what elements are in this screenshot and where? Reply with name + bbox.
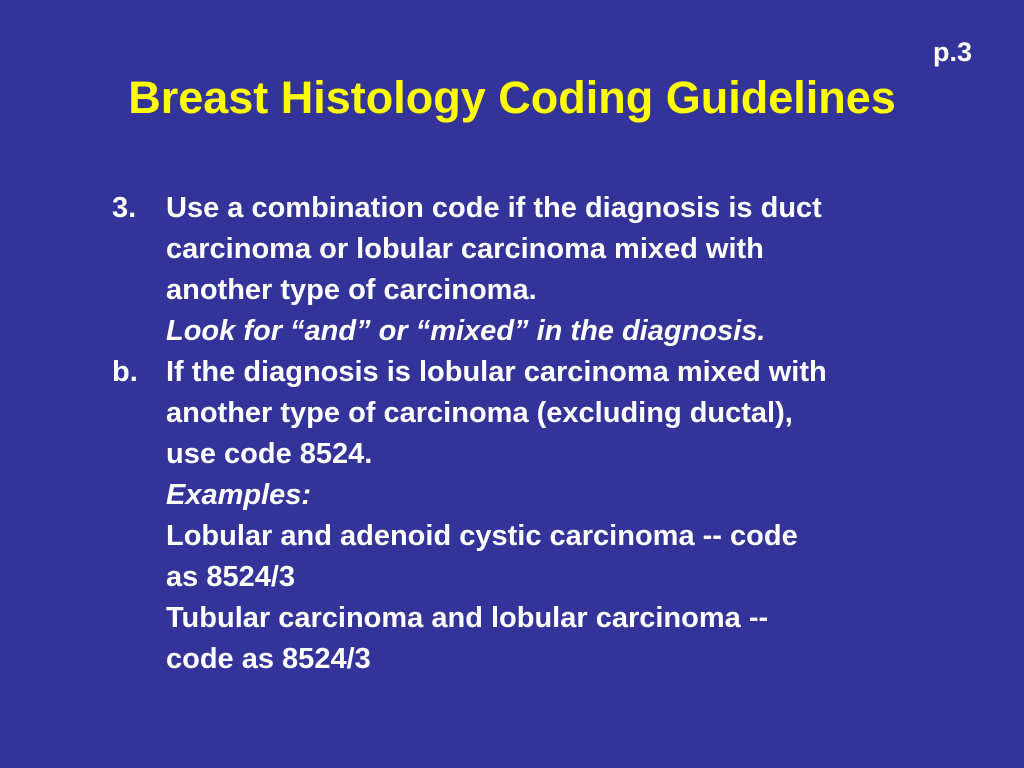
- text-line: carcinoma or lobular carcinoma mixed with: [166, 233, 764, 265]
- example-line: Lobular and adenoid cystic carcinoma -- code: [166, 520, 798, 552]
- list-marker: 3.: [112, 192, 137, 224]
- list-item-body: [166, 352, 962, 680]
- list-item-3: [112, 188, 962, 352]
- text-line: another type of carcinoma (excluding ductal),: [166, 397, 793, 429]
- list-item-body: [166, 188, 962, 352]
- hint-line: Look for “and” or “mixed” in the diagnosis.: [166, 315, 766, 347]
- text-line: Use a combination code if the diagnosis is duct: [166, 192, 822, 224]
- text-line: another type of carcinoma.: [166, 274, 537, 306]
- examples-label: Examples:: [166, 479, 312, 511]
- text-line: If the diagnosis is lobular carcinoma mixed with: [166, 356, 827, 388]
- list-marker: b.: [112, 356, 138, 388]
- page-number: p.3: [932, 37, 972, 67]
- example-line: Tubular carcinoma and lobular carcinoma --: [166, 602, 769, 634]
- list-item-b: [112, 352, 962, 680]
- text-line: use code 8524.: [166, 438, 373, 470]
- slide-title: Breast Histology Coding Guidelines: [128, 72, 896, 123]
- slide-content: [112, 188, 962, 680]
- example-line: as 8524/3: [166, 561, 296, 593]
- example-line: code as 8524/3: [166, 643, 371, 675]
